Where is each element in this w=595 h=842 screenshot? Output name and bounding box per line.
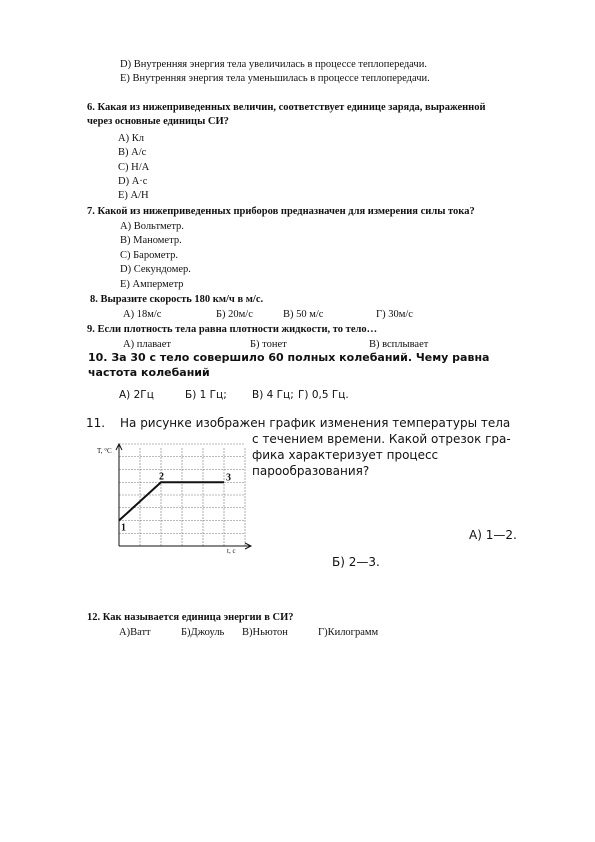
q6-option: D) А·с [118,176,148,187]
q10-option: Б) 1 Гц; [185,389,227,401]
y-axis-label: T, °C [97,447,112,455]
q7-option: C) Барометр. [120,250,179,261]
q5-option-e: E) Внутренняя энергия тела уменьшилась в процессе теплопередачи. [120,73,430,84]
q11-text-line4: парообразования? [252,464,370,478]
q7-option: D) Секундомер. [120,264,191,275]
q11-option-b: Б) 2—3. [332,555,380,569]
q6-option: E) А/Н [118,190,149,201]
q11-number: 11. [86,416,106,430]
q6-text-line2: через основные единицы СИ? [87,116,229,127]
q12-option: В)Ньютон [242,627,288,638]
q8-option: Б) 20м/с [216,309,253,320]
q7-option: B) Манометр. [120,235,182,246]
q7-text: 7. Какой из нижеприведенных приборов предназначен для измерения силы тока? [87,206,475,217]
q7-option: A) Вольтметр. [120,221,184,232]
q5-option-d: D) Внутренняя энергия тела увеличилась в процессе теплопередачи. [120,59,427,70]
q9-text: 9. Если плотность тела равна плотности жидкости, то тело… [87,324,378,335]
q6-text-line1: 6. Какая из нижеприведенных величин, соответствует единице заряда, выраженной [87,102,486,113]
graph-point-label: 2 [159,471,164,483]
q6-option: A) Кл [118,133,144,144]
q7-option: E) Амперметр [120,279,184,290]
q10-option: В) 4 Гц; [252,389,294,401]
q10-text-line2: частота колебаний [88,366,210,379]
q11-text-line3: фика характеризует процесс [252,448,439,462]
q12-option: Г)Килограмм [318,627,379,638]
q6-option: C) Н/А [118,162,150,173]
graph-curve [119,482,224,520]
q9-option: A) плавает [123,339,171,350]
q9-option: В) всплывает [369,339,429,350]
x-axis-label: t, c [227,547,236,555]
q11-text-line1: На рисунке изображен график изменения температуры тела [120,416,511,430]
q8-option: Г) 30м/с [376,309,413,320]
q10-text-line1: 10. За 30 с тело совершило 60 полных колебаний. Чему равна [88,351,490,364]
q6-option: B) А/с [118,147,147,158]
q8-option: A) 18м/с [123,309,162,320]
q8-text: 8. Выразите скорость 180 км/ч в м/с. [90,294,264,305]
graph-point-label: 3 [226,472,231,484]
q11-text-line2: с течением времени. Какой отрезок гра- [252,432,511,446]
q9-option: Б) тонет [250,339,287,350]
q10-option: Г) 0,5 Гц. [298,389,349,401]
q8-option: В) 50 м/с [283,309,324,320]
graph-point-label: 1 [121,522,126,534]
q12-text: 12. Как называется единица энергии в СИ? [87,612,294,623]
temperature-time-graph [95,438,255,558]
q12-option: Б)Джоуль [181,627,225,638]
q12-option: А)Ватт [119,627,151,638]
q11-option-a: А) 1—2. [469,528,517,542]
q10-option: A) 2Гц [119,389,154,401]
